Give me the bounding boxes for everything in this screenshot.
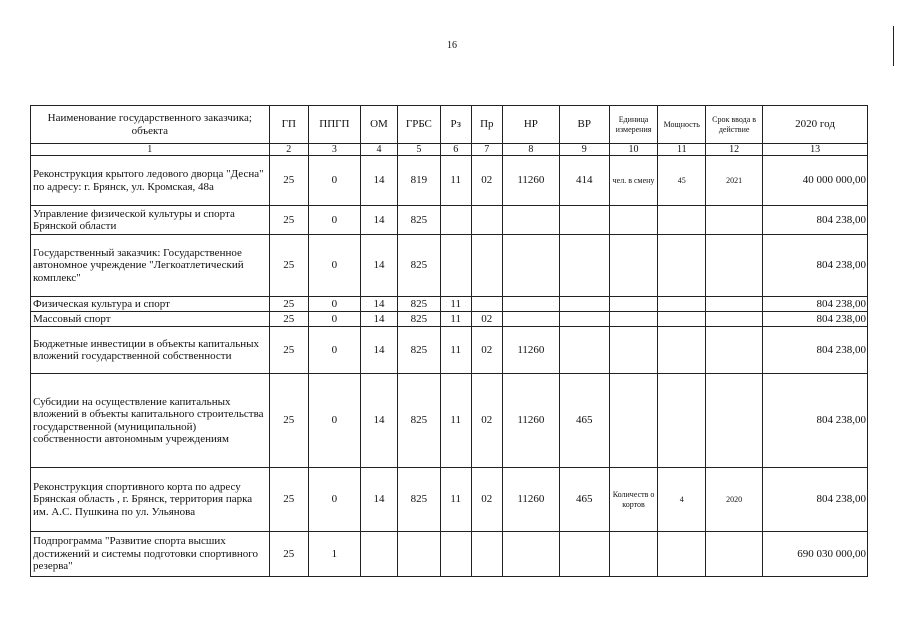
cell-vr bbox=[559, 206, 609, 235]
cell-om: 14 bbox=[360, 297, 397, 312]
cell-rz: 11 bbox=[440, 156, 471, 206]
cell-amount: 690 030 000,00 bbox=[763, 532, 868, 577]
header-rz: Рз bbox=[440, 106, 471, 144]
column-number: 5 bbox=[398, 144, 441, 156]
margin-line bbox=[893, 26, 894, 66]
header-row bbox=[31, 106, 868, 144]
cell-pr bbox=[471, 206, 502, 235]
budget-table bbox=[30, 105, 868, 577]
cell-unit bbox=[609, 532, 658, 577]
cell-om: 14 bbox=[360, 235, 397, 297]
cell-rz bbox=[440, 206, 471, 235]
cell-amount: 804 238,00 bbox=[763, 468, 868, 532]
table-row bbox=[31, 235, 868, 297]
table-row bbox=[31, 156, 868, 206]
cell-name: Субсидии на осуществление капитальных вложений в объекты капитального строительства государственной (муниципальной) собственности автономным учреждениям bbox=[31, 374, 270, 468]
cell-om: 14 bbox=[360, 468, 397, 532]
column-number: 8 bbox=[502, 144, 559, 156]
cell-gp: 25 bbox=[269, 297, 308, 312]
cell-gp: 25 bbox=[269, 235, 308, 297]
cell-om bbox=[360, 532, 397, 577]
cell-capacity bbox=[658, 312, 706, 327]
header-vr: ВР bbox=[559, 106, 609, 144]
cell-unit bbox=[609, 374, 658, 468]
cell-om: 14 bbox=[360, 374, 397, 468]
column-number: 9 bbox=[559, 144, 609, 156]
cell-rz: 11 bbox=[440, 297, 471, 312]
cell-vr: 414 bbox=[559, 156, 609, 206]
cell-vr bbox=[559, 312, 609, 327]
cell-np: 11260 bbox=[502, 327, 559, 374]
cell-capacity bbox=[658, 297, 706, 312]
cell-gp: 25 bbox=[269, 206, 308, 235]
cell-grbs: 825 bbox=[398, 297, 441, 312]
header-unit: Единица измерения bbox=[609, 106, 658, 144]
cell-deadline bbox=[706, 374, 763, 468]
cell-grbs: 825 bbox=[398, 312, 441, 327]
cell-grbs: 825 bbox=[398, 206, 441, 235]
cell-pr bbox=[471, 532, 502, 577]
cell-gp: 25 bbox=[269, 312, 308, 327]
cell-ppgp: 1 bbox=[308, 532, 360, 577]
cell-deadline bbox=[706, 297, 763, 312]
cell-ppgp: 0 bbox=[308, 206, 360, 235]
cell-gp: 25 bbox=[269, 327, 308, 374]
cell-pr bbox=[471, 297, 502, 312]
cell-capacity bbox=[658, 327, 706, 374]
cell-capacity: 4 bbox=[658, 468, 706, 532]
cell-gp: 25 bbox=[269, 532, 308, 577]
header-name: Наименование государственного заказчика; объекта bbox=[31, 106, 270, 144]
table-row bbox=[31, 374, 868, 468]
cell-unit bbox=[609, 235, 658, 297]
cell-amount: 804 238,00 bbox=[763, 206, 868, 235]
cell-ppgp: 0 bbox=[308, 156, 360, 206]
column-number: 3 bbox=[308, 144, 360, 156]
cell-unit bbox=[609, 297, 658, 312]
cell-pr bbox=[471, 235, 502, 297]
cell-np bbox=[502, 235, 559, 297]
cell-name: Реконструкция крытого ледового дворца "Десна" по адресу: г. Брянск, ул. Кромская, 48а bbox=[31, 156, 270, 206]
header-om: ОМ bbox=[360, 106, 397, 144]
header-capacity: Мощность bbox=[658, 106, 706, 144]
cell-ppgp: 0 bbox=[308, 312, 360, 327]
cell-unit bbox=[609, 312, 658, 327]
cell-name: Бюджетные инвестиции в объекты капитальных вложений государственной собственности bbox=[31, 327, 270, 374]
table-body bbox=[31, 156, 868, 577]
cell-deadline bbox=[706, 312, 763, 327]
header-gp: ГП bbox=[269, 106, 308, 144]
table-row bbox=[31, 312, 868, 327]
cell-deadline: 2021 bbox=[706, 156, 763, 206]
cell-grbs bbox=[398, 532, 441, 577]
cell-pr: 02 bbox=[471, 374, 502, 468]
cell-grbs: 825 bbox=[398, 374, 441, 468]
cell-name: Реконструкция спортивного корта по адресу Брянская область , г. Брянск, территория парка им. А.С. Пушкина по ул. Ульянова bbox=[31, 468, 270, 532]
table-row bbox=[31, 468, 868, 532]
cell-capacity bbox=[658, 206, 706, 235]
cell-capacity bbox=[658, 374, 706, 468]
header-np: НР bbox=[502, 106, 559, 144]
column-number: 12 bbox=[706, 144, 763, 156]
cell-pr: 02 bbox=[471, 156, 502, 206]
header-grbs: ГРБС bbox=[398, 106, 441, 144]
cell-amount: 40 000 000,00 bbox=[763, 156, 868, 206]
cell-deadline bbox=[706, 532, 763, 577]
cell-np: 11260 bbox=[502, 374, 559, 468]
cell-gp: 25 bbox=[269, 374, 308, 468]
column-number: 11 bbox=[658, 144, 706, 156]
cell-gp: 25 bbox=[269, 468, 308, 532]
table-row bbox=[31, 327, 868, 374]
cell-ppgp: 0 bbox=[308, 297, 360, 312]
cell-vr bbox=[559, 532, 609, 577]
table-row bbox=[31, 297, 868, 312]
table-row bbox=[31, 532, 868, 577]
cell-pr: 02 bbox=[471, 468, 502, 532]
cell-name: Массовый спорт bbox=[31, 312, 270, 327]
cell-amount: 804 238,00 bbox=[763, 235, 868, 297]
cell-rz: 11 bbox=[440, 327, 471, 374]
cell-capacity: 45 bbox=[658, 156, 706, 206]
column-number: 13 bbox=[763, 144, 868, 156]
cell-pr: 02 bbox=[471, 312, 502, 327]
cell-capacity bbox=[658, 235, 706, 297]
header-deadline: Срок ввода в действие bbox=[706, 106, 763, 144]
cell-rz: 11 bbox=[440, 312, 471, 327]
cell-np bbox=[502, 206, 559, 235]
cell-grbs: 825 bbox=[398, 327, 441, 374]
cell-vr: 465 bbox=[559, 374, 609, 468]
cell-ppgp: 0 bbox=[308, 374, 360, 468]
cell-rz bbox=[440, 235, 471, 297]
cell-np bbox=[502, 312, 559, 327]
cell-om: 14 bbox=[360, 156, 397, 206]
cell-grbs: 819 bbox=[398, 156, 441, 206]
cell-deadline: 2020 bbox=[706, 468, 763, 532]
cell-deadline bbox=[706, 235, 763, 297]
cell-om: 14 bbox=[360, 327, 397, 374]
cell-name: Подпрограмма "Развитие спорта высших достижений и системы подготовки спортивного резерва" bbox=[31, 532, 270, 577]
cell-capacity bbox=[658, 532, 706, 577]
cell-name: Физическая культура и спорт bbox=[31, 297, 270, 312]
column-number: 10 bbox=[609, 144, 658, 156]
cell-np bbox=[502, 532, 559, 577]
table-row bbox=[31, 206, 868, 235]
cell-name: Государственный заказчик: Государственное автономное учреждение "Легкоатлетический комплекс" bbox=[31, 235, 270, 297]
cell-unit: чел. в смену bbox=[609, 156, 658, 206]
column-number: 4 bbox=[360, 144, 397, 156]
cell-vr bbox=[559, 235, 609, 297]
cell-om: 14 bbox=[360, 206, 397, 235]
cell-name: Управление физической культуры и спорта Брянской области bbox=[31, 206, 270, 235]
cell-unit: Количеств о кортов bbox=[609, 468, 658, 532]
header-pr: Пр bbox=[471, 106, 502, 144]
cell-grbs: 825 bbox=[398, 235, 441, 297]
column-number: 6 bbox=[440, 144, 471, 156]
column-number: 2 bbox=[269, 144, 308, 156]
cell-np bbox=[502, 297, 559, 312]
cell-ppgp: 0 bbox=[308, 468, 360, 532]
cell-rz bbox=[440, 532, 471, 577]
cell-deadline bbox=[706, 327, 763, 374]
header-ppgp: ППГП bbox=[308, 106, 360, 144]
cell-rz: 11 bbox=[440, 468, 471, 532]
page-number: 16 bbox=[447, 40, 457, 51]
column-number: 7 bbox=[471, 144, 502, 156]
column-number-row bbox=[31, 144, 868, 156]
cell-ppgp: 0 bbox=[308, 327, 360, 374]
cell-unit bbox=[609, 327, 658, 374]
cell-amount: 804 238,00 bbox=[763, 312, 868, 327]
cell-vr: 465 bbox=[559, 468, 609, 532]
cell-rz: 11 bbox=[440, 374, 471, 468]
cell-vr bbox=[559, 327, 609, 374]
cell-vr bbox=[559, 297, 609, 312]
cell-grbs: 825 bbox=[398, 468, 441, 532]
cell-np: 11260 bbox=[502, 468, 559, 532]
cell-unit bbox=[609, 206, 658, 235]
column-number: 1 bbox=[31, 144, 270, 156]
cell-ppgp: 0 bbox=[308, 235, 360, 297]
header-year: 2020 год bbox=[763, 106, 868, 144]
cell-gp: 25 bbox=[269, 156, 308, 206]
cell-np: 11260 bbox=[502, 156, 559, 206]
cell-pr: 02 bbox=[471, 327, 502, 374]
cell-amount: 804 238,00 bbox=[763, 297, 868, 312]
cell-amount: 804 238,00 bbox=[763, 327, 868, 374]
cell-amount: 804 238,00 bbox=[763, 374, 868, 468]
cell-om: 14 bbox=[360, 312, 397, 327]
cell-deadline bbox=[706, 206, 763, 235]
